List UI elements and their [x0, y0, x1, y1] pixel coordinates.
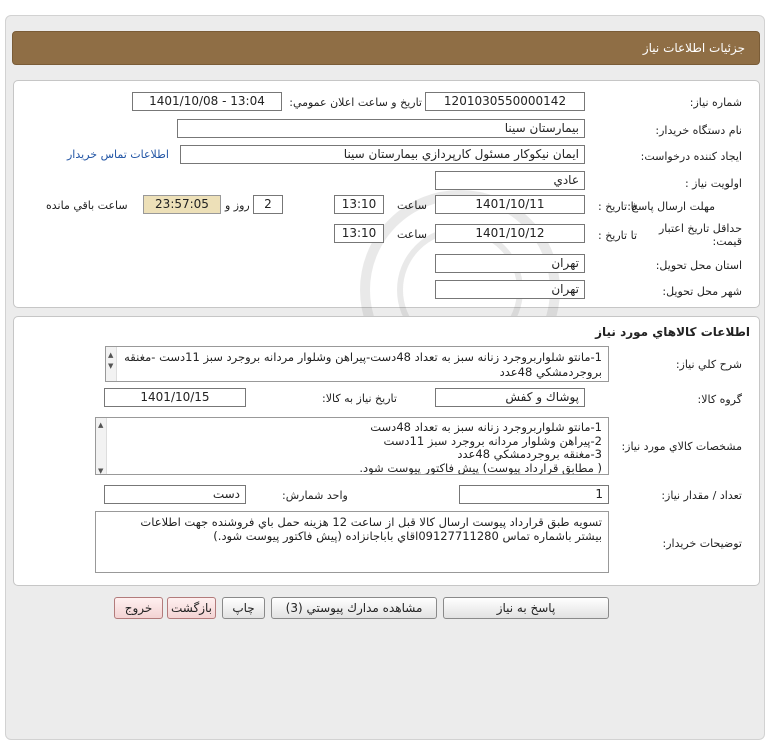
validity-time-label: ساعت [397, 228, 427, 241]
buyer-notes-label: توضيحات خريدار: [662, 537, 742, 550]
validity-date-field: 1401/10/12 [435, 224, 585, 243]
buyer-notes-line-1: تسويه طبق قرارداد پيوست ارسال كالا قبل از ساعت 12 هزينه حمل باي فروشنده جهت اطلاعات [140, 515, 602, 529]
view-documents-button[interactable]: مشاهده مدارك پيوستي (3) [271, 597, 437, 619]
validity-label: حداقل تاريخ اعتبار قيمت: [658, 222, 742, 248]
reply-button[interactable]: پاسخ به نياز [443, 597, 609, 619]
remaining-time: 23:57:05 [143, 195, 221, 214]
need-number-label: شماره نياز: [689, 96, 742, 109]
exit-button[interactable]: خروج [114, 597, 163, 619]
group-field: پوشاك و كفش [435, 388, 585, 407]
priority-label: اولويت نياز : [684, 177, 742, 190]
specs-label: مشخصات كالاي مورد نياز: [621, 440, 742, 453]
qty-label: تعداد / مقدار نياز: [661, 489, 742, 502]
summary-scrollbar[interactable]: ▲ ▼ [106, 347, 117, 381]
deadline-time-field: 13:10 [334, 195, 384, 214]
specs-line-1: 1-مانتو شلواربروجرد زنانه سبز به تعداد 48دست [370, 420, 602, 434]
summary-textarea[interactable] [105, 346, 609, 382]
summary-label: شرح كلي نياز: [675, 358, 742, 371]
buyer-org-field: بيمارستان سينا [177, 119, 585, 138]
province-field: تهران [435, 254, 585, 273]
summary-line-2: بروجردمشكي 48عدد [499, 365, 602, 379]
validity-to-date-label: تا تاريخ : [598, 229, 637, 242]
validity-time-field: 13:10 [334, 224, 384, 243]
unit-label: واحد شمارش: [282, 489, 348, 502]
deadline-to-date-label: تا تاريخ : [598, 200, 637, 213]
page-header [12, 31, 760, 65]
creator-field: ايمان نيكوكار مسئول كارپردازي بيمارستان سينا [180, 145, 585, 164]
specs-scrollbar[interactable]: ▲ ▼ [96, 418, 107, 474]
summary-line-1: 1-مانتو شلواربروجرد زنانه سبز به تعداد 48دست-پيراهن وشلوار مردانه بروجرد سبز 11دست -مغنقه [124, 350, 602, 364]
print-button[interactable]: چاپ [222, 597, 265, 619]
buyer-notes-textarea[interactable] [95, 511, 609, 573]
city-label: شهر محل تحويل: [662, 285, 742, 298]
buyer-notes-line-2: بيشتر باشماره تماس 09127711280اقاي باباجانزاده (پيش فاكتور پيوست شود.) [213, 529, 602, 543]
city-field: تهران [435, 280, 585, 299]
deadline-time-label: ساعت [397, 199, 427, 212]
buyer-org-label: نام دستگاه خريدار: [655, 124, 742, 137]
qty-field: 1 [459, 485, 609, 504]
unit-field: دست [104, 485, 246, 504]
group-label: گروه كالا: [697, 393, 742, 406]
specs-textarea[interactable] [95, 417, 609, 475]
creator-label: ايجاد كننده درخواست: [640, 150, 742, 163]
specs-line-3: 3-مغنقه بروجردمشكي 48عدد [457, 447, 602, 461]
deadline-date-field: 1401/10/11 [435, 195, 585, 214]
details-panel [13, 80, 760, 308]
need-number-field: 1201030550000142 [425, 92, 585, 111]
back-button[interactable]: بازگشت [167, 597, 216, 619]
priority-field: عادي [435, 171, 585, 190]
page-title: جزئيات اطلاعات نياز [642, 41, 745, 55]
deadline-label: مهلت ارسال پاسخ: [627, 200, 715, 213]
announce-field: 1401/10/08 - 13:04 [132, 92, 282, 111]
province-label: استان محل تحويل: [655, 259, 742, 272]
need-date-label: تاريخ نياز به كالا: [322, 392, 397, 405]
specs-line-2: 2-پيراهن وشلوار مردانه بروجرد سبز 11دست [383, 433, 602, 448]
need-date-field: 1401/10/15 [104, 388, 246, 407]
days-label: روز و [225, 199, 250, 212]
days-field: 2 [253, 195, 283, 214]
goods-section-title: اطلاعات كالاهاي مورد نياز [595, 325, 750, 339]
contact-buyer-link[interactable]: اطلاعات تماس خريدار [67, 148, 169, 161]
remaining-label: ساعت باقي مانده [46, 199, 128, 212]
announce-label: تاريخ و ساعت اعلان عمومي: [289, 96, 422, 109]
specs-line-4: ( مطابق قرارداد پيوست) پيش فاكتور پيوست شود. [359, 460, 602, 475]
